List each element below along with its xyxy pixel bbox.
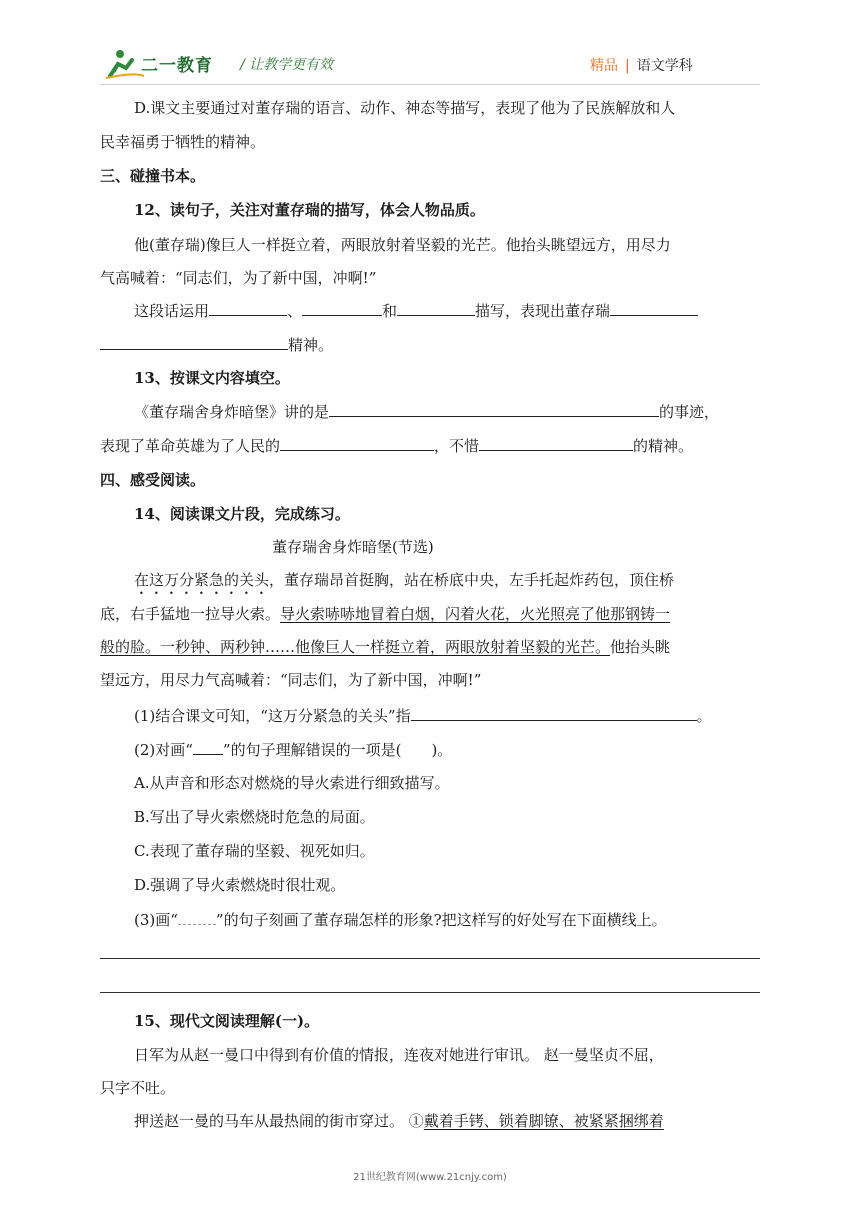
sq1-text: (1)结合课文可知，“这万分紧急的关头”指 [134, 707, 411, 725]
q12-text-line2: 气高喊着：“同志们，为了新中国，冲啊!” [100, 269, 377, 287]
q12-blank-5[interactable] [100, 335, 288, 350]
slogan: / 让教学更有效 [240, 57, 334, 73]
header-divider [100, 84, 760, 85]
sub-question-2 [134, 740, 452, 760]
passage-line2 [100, 604, 670, 624]
page-header [0, 0, 860, 90]
sq1-blank[interactable] [411, 706, 697, 721]
passage-line1 [134, 570, 674, 598]
sq3-b: ”的句子刻画了董存瑞怎样的形象?把这样写的好处写在下面横线上。 [215, 911, 667, 929]
sq2-a: (2)对画“ [134, 741, 193, 759]
q12-text-line1: 他(董存瑞)像巨人一样挺立着，两眼放射着坚毅的光芒。他抬头眺望远方，用尽力 [134, 236, 671, 254]
subject-label: 语文学科 [636, 58, 693, 74]
q13-blank-3[interactable] [479, 436, 633, 451]
option-c: C.表现了董存瑞的坚毅、视死如归。 [134, 842, 375, 860]
passage-line3 [100, 637, 670, 657]
question-15: 15、现代文阅读理解(一)。 [134, 1012, 320, 1030]
underlined-sentence-1: 导火索哧哧地冒着白烟，闪着火花，火光照亮了他那钢铸一 [280, 605, 671, 623]
sub-question-1 [134, 706, 712, 726]
quality-label: 精品 [590, 58, 618, 74]
q13-line2 [100, 436, 693, 456]
q15-underlined-sentence: 戴着手铐、锁着脚镣、被紧紧捆绑着 [423, 1112, 664, 1130]
q12-blank-1[interactable] [209, 301, 287, 316]
underlined-sentence-2: 一秒钟、两秒钟……他像巨人一样挺立着，两眼放射着坚毅的光芒。 [160, 638, 611, 656]
q13-d: ，不惜 [434, 437, 480, 455]
q13-e: 的精神。 [633, 437, 694, 455]
question-14: 14、阅读课文片段，完成练习。 [134, 505, 350, 523]
passage-line4: 望远方，用尽力气高喊着：“同志们，为了新中国，冲啊!” [100, 671, 482, 689]
sq1-end: 。 [696, 707, 712, 725]
q13-line1 [134, 402, 719, 422]
passage-line1-rest: ，董存瑞昂首挺胸，站在桥底中央，左手托起炸药包，顶住桥 [269, 571, 675, 589]
q12-fill-line2 [100, 335, 333, 355]
q12-fill-d: 描写，表现出董存瑞 [475, 302, 611, 320]
q13-blank-2[interactable] [280, 436, 434, 451]
q15-para2-line1 [134, 1111, 664, 1131]
passage-title: 董存瑞舍身炸暗堡(节选) [272, 538, 434, 556]
option-a: A.从声音和形态对燃烧的导火索进行细致描写。 [134, 774, 450, 792]
q12-fill-b: 、 [287, 302, 303, 320]
q15-para1-line1: 日军为从赵一曼口中得到有价值的情报，连夜对她进行审讯。 赵一曼坚贞不屈， [134, 1046, 664, 1064]
option-d: D.强调了导火索燃烧时很壮观。 [134, 876, 346, 894]
sq3-a: (3)画“ [134, 911, 178, 929]
sub-question-3 [134, 910, 667, 930]
question-13: 13、按课文内容填空。 [134, 369, 290, 387]
q12-fill-e: 精神。 [288, 336, 334, 354]
q15-para2-plain: 押送赵一曼的马车从最热闹的街市穿过。 ① [134, 1112, 424, 1130]
question-12: 12、读句子，关注对董存瑞的描写，体会人物品质。 [134, 201, 485, 219]
page-footer: 21世纪教育网(www.21cnjy.com) [353, 1172, 507, 1183]
q15-para1-line2: 只字不吐。 [100, 1079, 176, 1097]
sq2-b: ”的句子理解错误的一项是( )。 [222, 741, 453, 759]
q13-a: 《董存瑞舍身炸暗堡》讲的是 [134, 403, 330, 421]
q12-blank-2[interactable] [302, 301, 382, 316]
passage-line2-plain: 底，右手猛地一拉导火索。 [100, 605, 281, 623]
section-4-heading: 四、感受阅读。 [100, 471, 206, 489]
q13-b: 的事迹， [659, 403, 720, 421]
underlined-sentence-1-end: 般的脸。 [100, 638, 161, 656]
header-right [590, 55, 693, 75]
q12-blank-4[interactable] [610, 301, 698, 316]
q12-fill-c: 和 [382, 302, 398, 320]
option-d-line1: D.课文主要通过对董存瑞的语言、动作、神态等描写，表现了他为了民族解放和人 [134, 99, 676, 117]
sq3-wavy-mark [178, 912, 216, 925]
answer-line-1[interactable] [100, 958, 760, 959]
q13-c: 表现了革命英雄为了人民的 [100, 437, 281, 455]
header-separator: | [625, 58, 630, 74]
q12-fill-line [134, 301, 698, 321]
q12-fill-a: 这段话运用 [134, 302, 210, 320]
answer-line-2[interactable] [100, 992, 760, 993]
passage-line3-rest: 他抬头眺 [610, 638, 671, 656]
logo-text: 二一教育 [141, 56, 213, 76]
section-3-heading: 三、碰撞书本。 [100, 167, 206, 185]
q12-blank-3[interactable] [397, 301, 475, 316]
q13-blank-1[interactable] [329, 402, 659, 417]
sq2-underline-mark [193, 740, 223, 755]
dotted-phrase: 在这万分紧急的关头 [134, 571, 270, 589]
option-d-line2: 民幸福勇于牺牲的精神。 [100, 133, 266, 151]
option-b: B.写出了导火索燃烧时危急的局面。 [134, 808, 375, 826]
